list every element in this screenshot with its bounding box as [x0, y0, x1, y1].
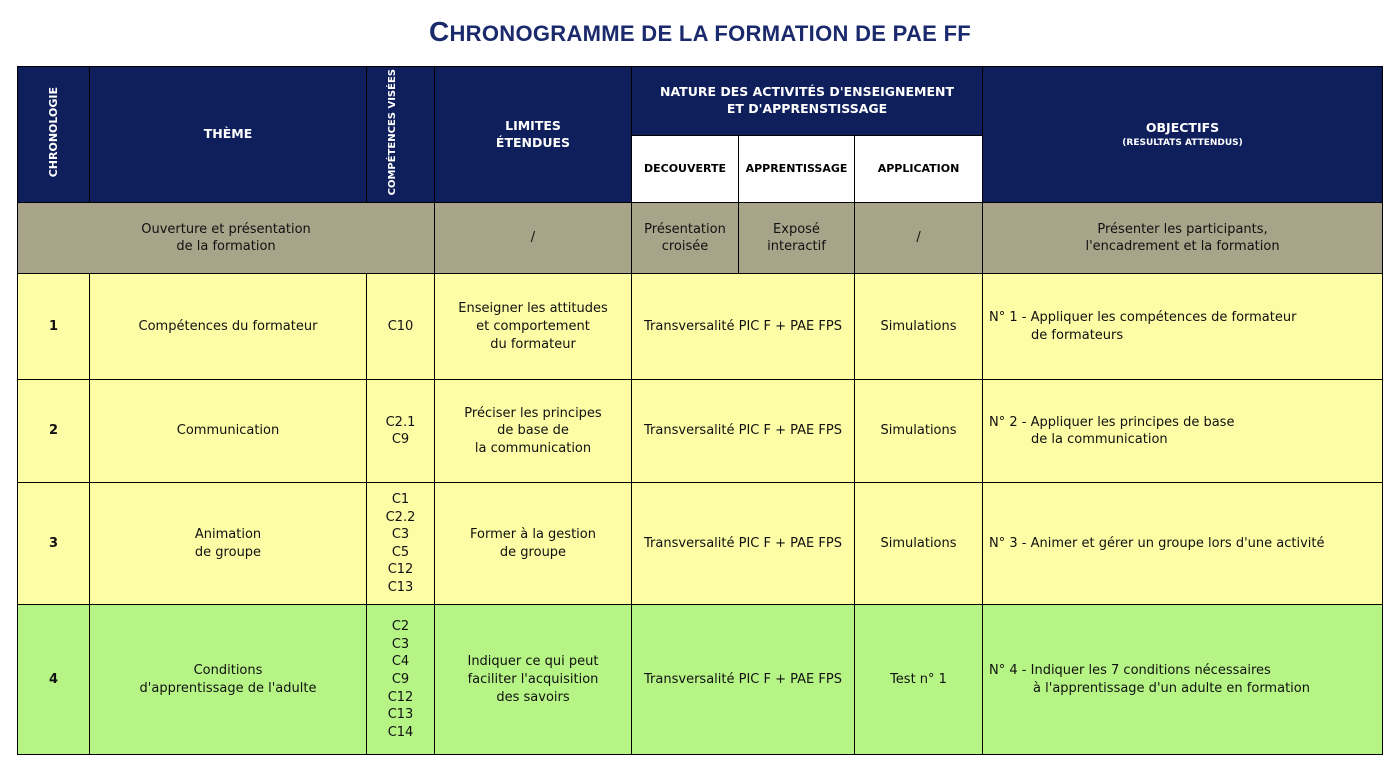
table-row — [18, 605, 1383, 755]
intro-decouverte: Présentation croisée — [632, 203, 739, 274]
row-number: 2 — [18, 380, 90, 483]
row-objectif: N° 3 - Animer et gérer un groupe lors d'une activité — [983, 483, 1383, 605]
row-theme: Conditions d'apprentissage de l'adulte — [90, 605, 367, 755]
chronogramme-table — [17, 66, 1383, 755]
row-competences: C1 C2.2 C3 C5 C12 C13 — [367, 483, 435, 605]
table-row — [18, 483, 1383, 605]
intro-theme: Ouverture et présentation de la formation — [18, 203, 435, 274]
row-competences: C10 — [367, 274, 435, 380]
row-competences: C2 C3 C4 C9 C12 C13 C14 — [367, 605, 435, 755]
table-row-intro — [18, 203, 1383, 274]
row-number: 4 — [18, 605, 90, 755]
row-nature: Transversalité PIC F + PAE FPS — [632, 274, 855, 380]
row-number: 3 — [18, 483, 90, 605]
row-limites: Former à la gestion de groupe — [435, 483, 632, 605]
row-application: Simulations — [855, 380, 983, 483]
header-apprentissage: APPRENTISSAGE — [739, 136, 855, 203]
row-nature: Transversalité PIC F + PAE FPS — [632, 605, 855, 755]
row-nature: Transversalité PIC F + PAE FPS — [632, 380, 855, 483]
row-objectif: N° 4 - Indiquer les 7 conditions nécessaires à l'apprentissage d'un adulte en formation — [983, 605, 1383, 755]
header-nature: NATURE DES ACTIVITÉS D'ENSEIGNEMENT ET D'APPRENSTISSAGE — [632, 67, 983, 136]
intro-objectifs: Présenter les participants, l'encadrement et la formation — [983, 203, 1383, 274]
intro-application: / — [855, 203, 983, 274]
row-nature: Transversalité PIC F + PAE FPS — [632, 483, 855, 605]
intro-apprentissage: Exposé interactif — [739, 203, 855, 274]
page-title: CHRONOGRAMME DE LA FORMATION DE PAE FF — [428, 16, 972, 47]
header-theme: THÈME — [90, 67, 367, 203]
header-decouverte: DECOUVERTE — [632, 136, 739, 203]
row-limites: Enseigner les attitudes et comportement du formateur — [435, 274, 632, 380]
row-number: 1 — [18, 274, 90, 380]
row-theme: Communication — [90, 380, 367, 483]
table-row — [18, 380, 1383, 483]
header-limites: LIMITES ÉTENDUES — [435, 67, 632, 203]
table-row — [18, 274, 1383, 380]
row-competences: C2.1 C9 — [367, 380, 435, 483]
header-objectifs: OBJECTIFS (RESULTATS ATTENDUS) — [983, 67, 1383, 203]
row-application: Test n° 1 — [855, 605, 983, 755]
row-application: Simulations — [855, 483, 983, 605]
intro-limites: / — [435, 203, 632, 274]
row-application: Simulations — [855, 274, 983, 380]
header-application: APPLICATION — [855, 136, 983, 203]
row-theme: Compétences du formateur — [90, 274, 367, 380]
row-objectif: N° 2 - Appliquer les principes de base de la communication — [983, 380, 1383, 483]
header-competences: COMPÉTENCES VISÉES — [367, 67, 435, 203]
row-limites: Préciser les principes de base de la communication — [435, 380, 632, 483]
row-theme: Animation de groupe — [90, 483, 367, 605]
row-limites: Indiquer ce qui peut faciliter l'acquisition des savoirs — [435, 605, 632, 755]
row-objectif: N° 1 - Appliquer les compétences de formateur de formateurs — [983, 274, 1383, 380]
header-chronologie: CHRONOLOGIE — [18, 67, 90, 203]
